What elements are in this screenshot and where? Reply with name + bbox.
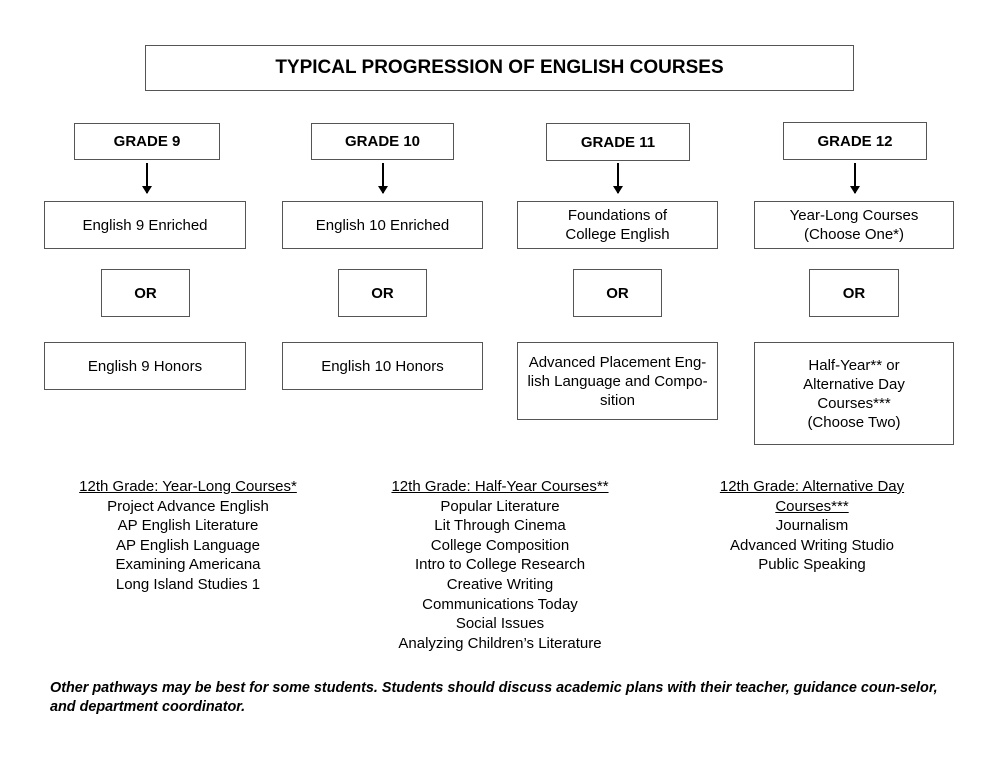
year-long-courses-list: [47, 477, 329, 595]
list-item: Creative Writing: [446, 575, 554, 593]
list-item: Analyzing Children’s Literature: [398, 634, 602, 652]
grade-11-arrow: [617, 163, 619, 193]
grade-9-or: OR: [101, 269, 190, 317]
list-item: Public Speaking: [758, 556, 866, 574]
list-heading: 12th Grade: Year-Long Courses*: [79, 478, 297, 495]
alternative-day-courses-list: [681, 477, 943, 575]
grade-12-header: GRADE 12: [783, 122, 927, 160]
grade-9-option-1: English 9 Enriched: [44, 201, 246, 249]
list-item: Social Issues: [455, 615, 545, 633]
grade-12-option-2: Half-Year** or Alternative Day Courses*** (Choose Two): [754, 342, 954, 445]
grade-10-arrow: [382, 163, 384, 193]
list-heading: 12th Grade: Half-Year Courses**: [391, 478, 609, 495]
list-item: Examining Americana: [115, 556, 261, 574]
diagram-title-text: TYPICAL PROGRESSION OF ENGLISH COURSES: [275, 57, 724, 78]
grade-12-option-1: Year-Long Courses (Choose One*): [754, 201, 954, 249]
grade-11-or: OR: [573, 269, 662, 317]
list-item: Communications Today: [422, 595, 578, 613]
half-year-courses-list: [340, 477, 660, 653]
list-item: Intro to College Research: [414, 556, 586, 574]
list-item: Advanced Writing Studio: [730, 536, 894, 554]
grade-10-option-2: English 10 Honors: [282, 342, 483, 390]
grade-11-option-2: Advanced Placement Eng- lish Language and Compo- sition: [517, 342, 718, 420]
list-item: AP English Language: [115, 536, 260, 554]
list-item: Popular Literature: [440, 497, 560, 515]
grade-9-option-2: English 9 Honors: [44, 342, 246, 390]
list-item: Journalism: [775, 517, 849, 535]
list-heading: 12th Grade: Alternative Day: [719, 478, 905, 495]
grade-10-option-1: English 10 Enriched: [282, 201, 483, 249]
diagram-title: [145, 45, 854, 91]
grade-10-header: GRADE 10: [311, 123, 454, 160]
list-item: Project Advance English: [107, 497, 269, 515]
list-item: Long Island Studies 1: [115, 575, 261, 593]
list-item: Lit Through Cinema: [434, 517, 566, 535]
list-heading: Courses***: [775, 497, 849, 515]
grade-12-or: OR: [809, 269, 899, 317]
footer-note: Other pathways may be best for some students. Students should discuss academic plans with their teacher, guidance coun-selor, and department coordinator.: [50, 680, 938, 715]
grade-11-header: GRADE 11: [546, 123, 690, 161]
grade-10-or: OR: [338, 269, 427, 317]
list-item: AP English Literature: [117, 517, 259, 535]
grade-12-arrow: [854, 163, 856, 193]
grade-9-header: GRADE 9: [74, 123, 220, 160]
grade-11-option-1: Foundations of College English: [517, 201, 718, 249]
grade-9-arrow: [146, 163, 148, 193]
list-item: College Composition: [430, 536, 570, 554]
